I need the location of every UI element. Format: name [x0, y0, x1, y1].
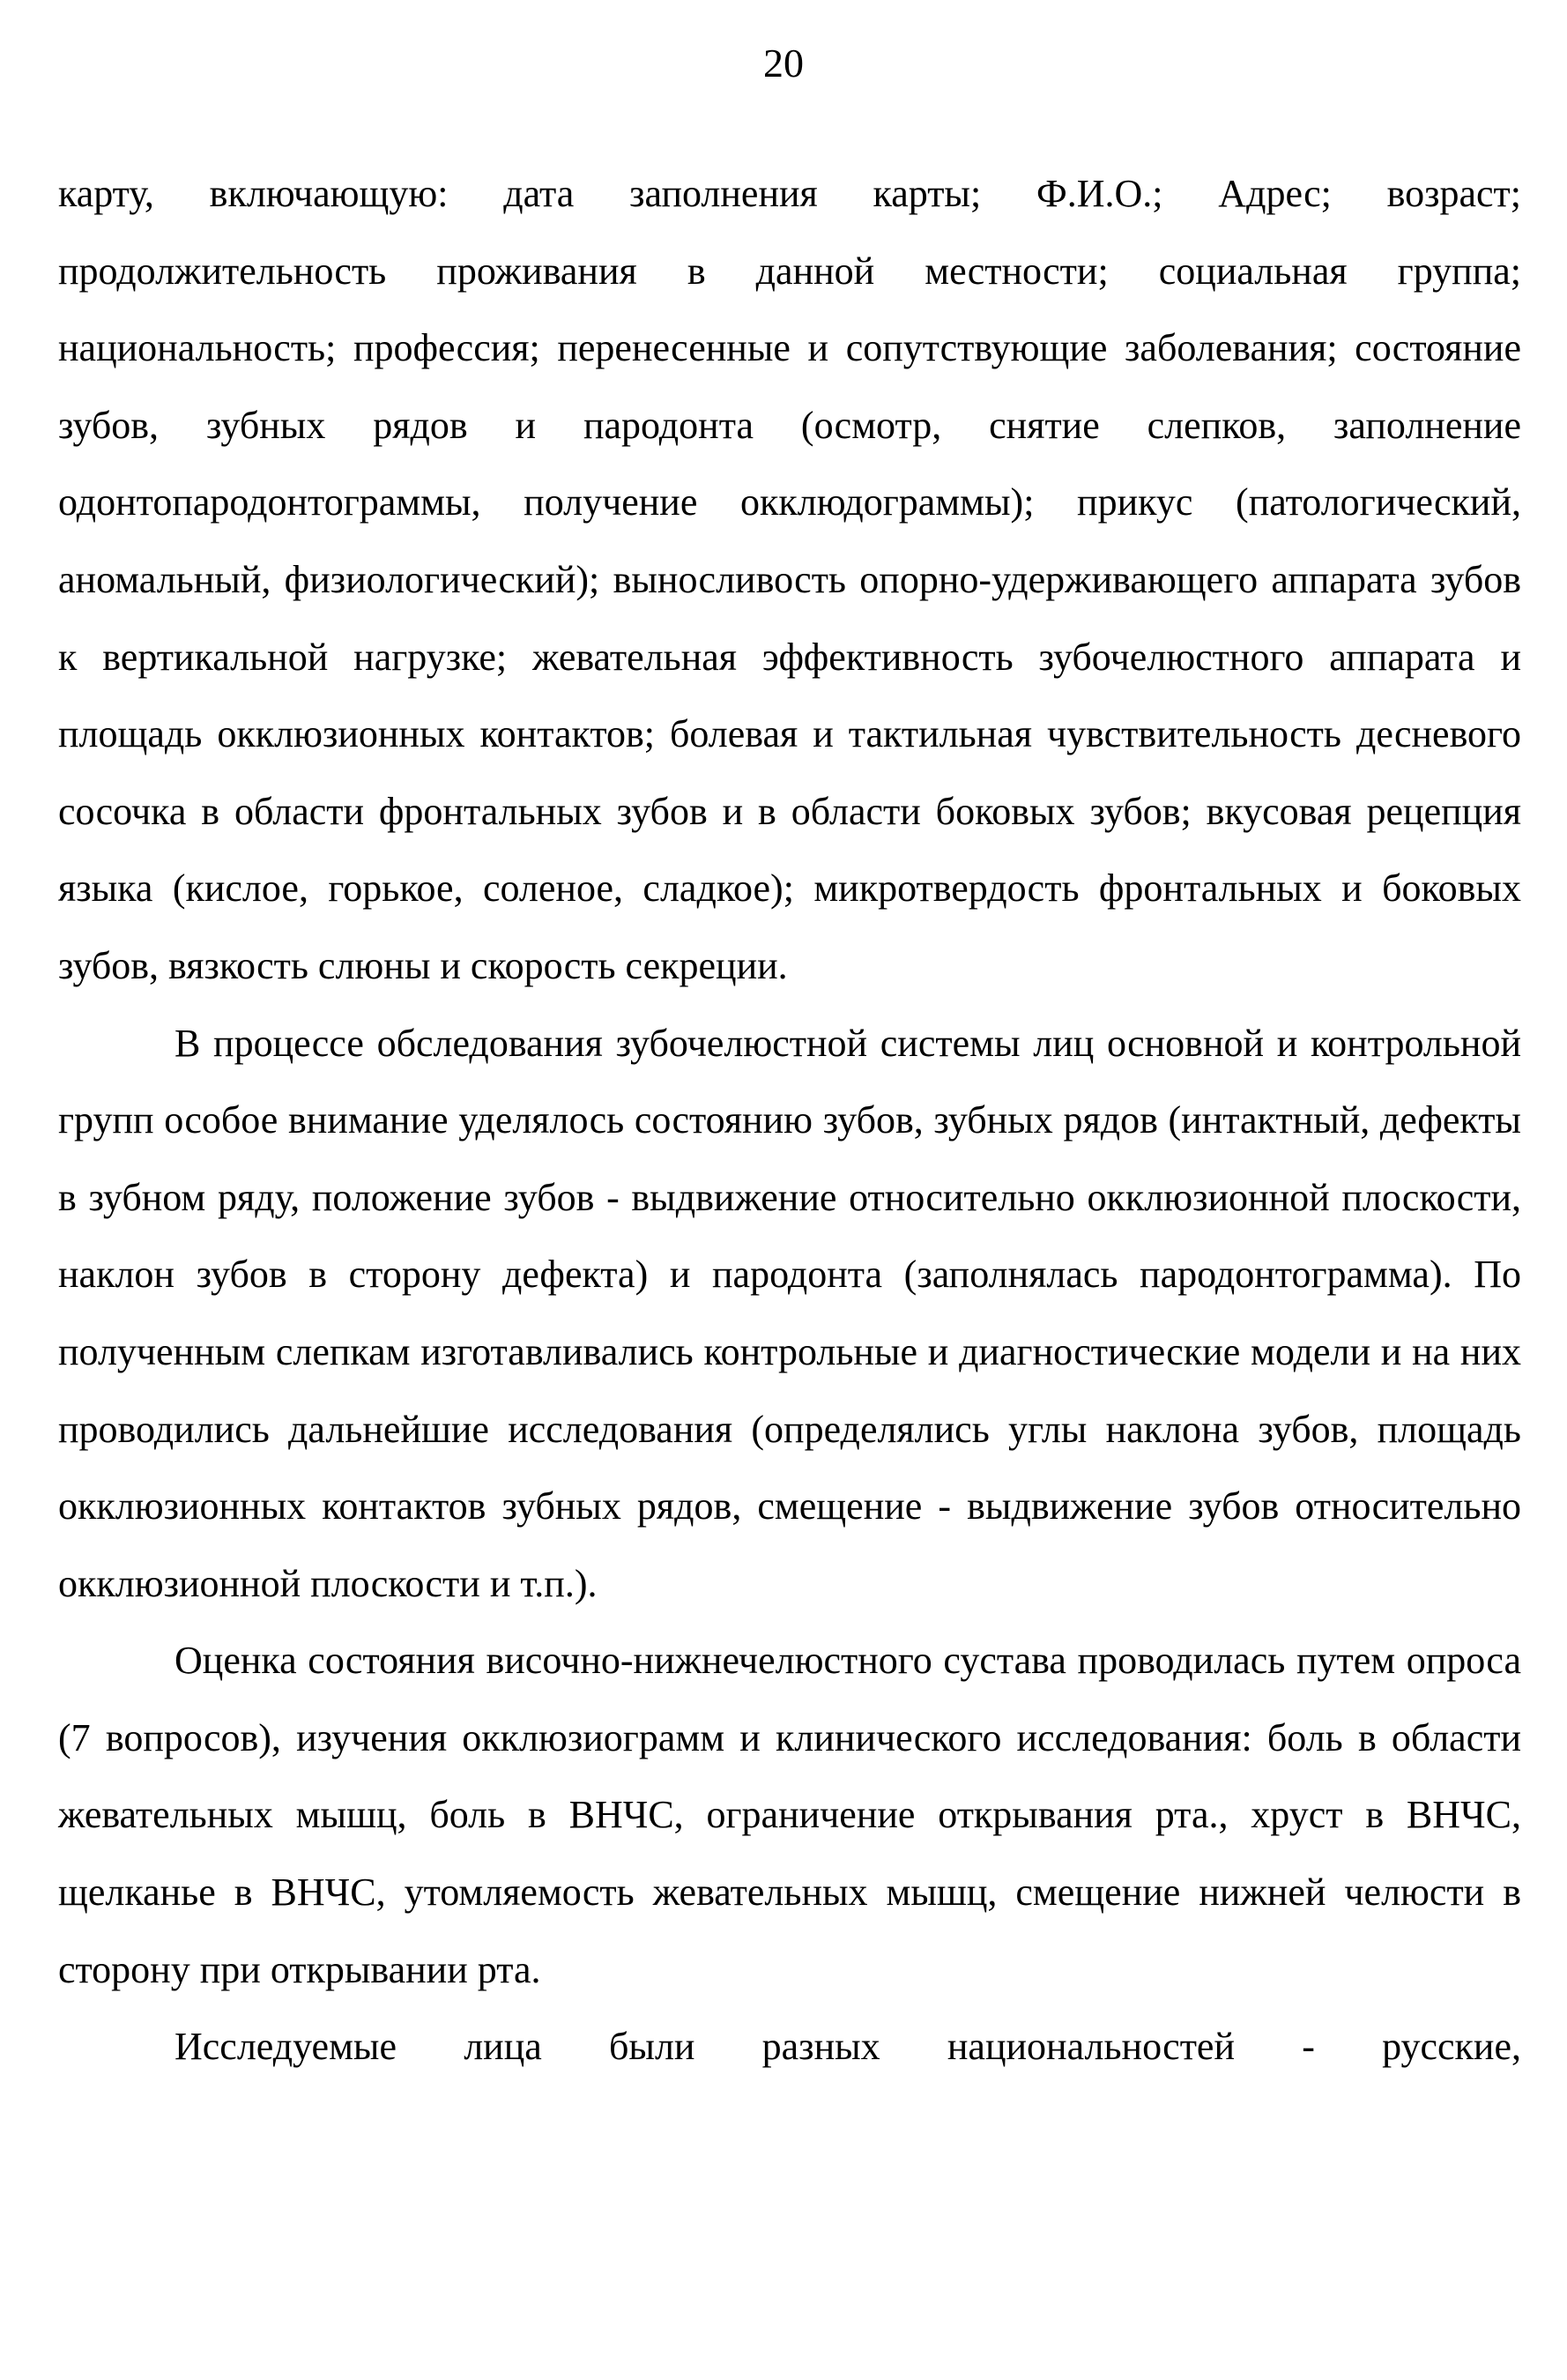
document-body — [58, 155, 1521, 2086]
paragraph-tmj-assessment: Оценка состояния височно-нижнечелюстного сустава проводилась путем опроса (7 вопросов), изучения окклюзиограмм и клинического исследования: боль в области жевательных мышц, боль в ВНЧС, ограничение открывания рта., хруст в ВНЧС, щелканье в ВНЧС, утомляемость жевательных мышц, смещение нижней челюсти в сторону при открывании рта. — [58, 1639, 1521, 1991]
page-number: 20 — [763, 41, 804, 86]
paragraph-patient-card: карту, включающую: дата заполнения карты; Ф.И.О.; Адрес; возраст; продолжительность проживания в данной местности; социальная группа; национальность; профессия; перенесенные и сопутствующие заболевания; состояние зубов, зубных рядов и пародонта (осмотр, снятие слепков, заполнение одонтопародонтограммы, получение окклюдограммы); прикус (патологический, аномальный, физиологический); выносливость опорно-удерживающего аппарата зубов к вертикальной нагрузке; жевательная эффективность зубочелюстного аппарата и площадь окклюзионных контактов; болевая и тактильная чувствительность десневого сосочка в области фронтальных зубов и в области боковых зубов; вкусовая рецепция языка (кислое, горькое, соленое, сладкое); микротвердость фронтальных и боковых зубов, вязкость слюны и скорость секреции. — [58, 172, 1521, 987]
paragraph-dental-examination: В процессе обследования зубочелюстной системы лиц основной и контрольной групп особое внимание уделялось состоянию зубов, зубных рядов (интактный, дефекты в зубном ряду, положение зубов - выдвижение относительно окклюзионной плоскости, наклон зубов в сторону дефекта) и пародонта (заполнялась пародонтограмма). По полученным слепкам изготавливались контрольные и диагностические модели и на них проводились дальнейшие исследования (определялись углы наклона зубов, площадь окклюзионных контактов зубных рядов, смещение - выдвижение зубов относительно окклюзионной плоскости и т.п.). — [58, 1021, 1521, 1605]
paragraph-nationalities: Исследуемые лица были разных национальностей - русские, — [175, 2025, 1521, 2069]
